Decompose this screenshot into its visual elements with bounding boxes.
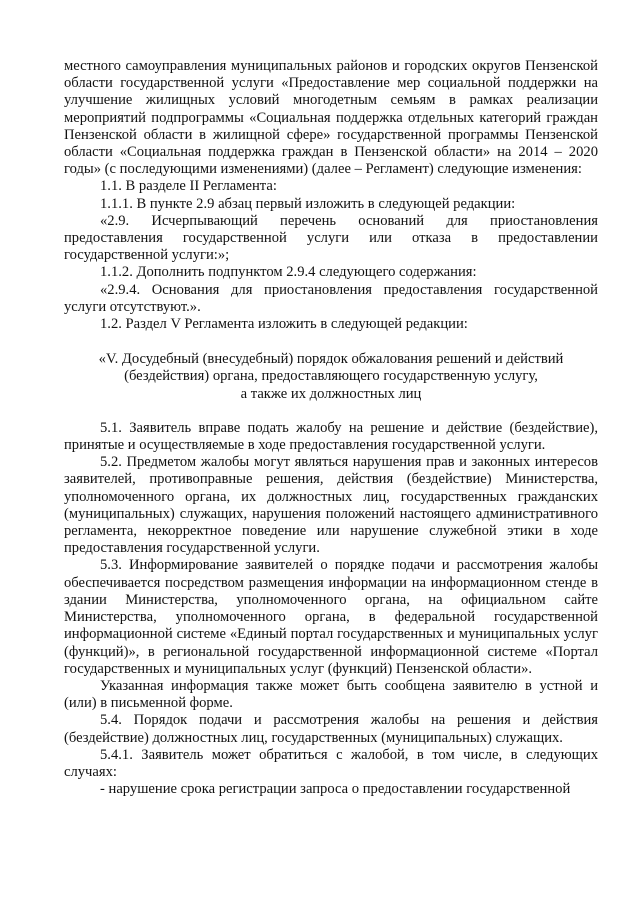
paragraph-5-4: 5.4. Порядок подачи и рассмотрения жалобы на решения и действия (бездействие) должностных лиц, государственных (муниципальных) служащих. <box>64 712 598 746</box>
paragraph-info-note: Указанная информация также может быть сообщена заявителю в устной и (или) в письменной форме. <box>64 677 598 712</box>
section-v-heading-line-2: (бездействия) органа, предоставляющего государственную услугу, <box>124 368 538 385</box>
paragraph-1-1-1: 1.1.1. В пункте 2.9 абзац первый изложить в следующей редакции: <box>100 195 516 212</box>
paragraph-2-9-quote: «2.9. Исчерпывающий перечень оснований для приостановления предоставления государственной услуги или отказа в предоставлении государственной услуги:»; <box>64 212 598 264</box>
section-v-heading-line-1: «V. Досудебный (внесудебный) порядок обжалования решений и действий <box>98 351 564 368</box>
paragraph-intro: местного самоуправления муниципальных районов и городских округов Пензенской области государственной услуги «Предоставление мер социальной поддержки на улучшение жилищных условий многодетным семьям в рамках реализации мероприятий подпрограммы «Социальная поддержка отдельных категорий граждан Пензенской области в жилищной сфере» государственной программы Пензенской области «Социальная поддержка граждан в Пензенской области» на 2014 – 2020 годы» (с последующими изменениями) (далее – Регламент) следующие изменения: <box>64 58 598 178</box>
paragraph-5-2: 5.2. Предметом жалобы могут являться нарушения прав и законных интересов заявителей, противоправные решения, действия (бездействие) Министерства, уполномоченного органа, их должностных лиц, государственных гражданских (муниципальных) служащих, нарушения положений настоящего административного регламента, некорректное поведение или нарушение служебной этики в ходе предоставления государственной услуги. <box>64 454 598 557</box>
paragraph-2-9-4-quote: «2.9.4. Основания для приостановления предоставления государственной услуги отсутствуют.». <box>64 281 598 315</box>
paragraph-1-1: 1.1. В разделе II Регламента: <box>100 178 277 195</box>
paragraph-1-1-2: 1.1.2. Дополнить подпунктом 2.9.4 следующего содержания: <box>100 264 477 281</box>
section-v-heading <box>84 351 578 403</box>
paragraph-5-4-1: 5.4.1. Заявитель может обратиться с жалобой, в том числе, в следующих случаях: <box>64 746 598 780</box>
section-v-heading-line-3: а также их должностных лиц <box>240 385 422 402</box>
paragraph-1-2: 1.2. Раздел V Регламента изложить в следующей редакции: <box>100 316 468 333</box>
paragraph-5-3: 5.3. Информирование заявителей о порядке подачи и рассмотрения жалобы обеспечивается посредством размещения информации на информационном стенде в здании Министерства, уполномоченного органа, на официальном сайте Министерства, уполномоченного органа, в федеральной государственной информационной системе «Единый портал государственных и муниципальных услуг (функций)», в региональной государственной информационной системе «Портал государственных и муниципальных услуг (функций) Пензенской области». <box>64 557 598 677</box>
paragraph-5-1: 5.1. Заявитель вправе подать жалобу на решение и действие (бездействие), принятые и осуществляемые в ходе предоставления государственной услуги. <box>64 419 598 454</box>
list-item-registration-violation: - нарушение срока регистрации запроса о предоставлении государственной <box>100 781 571 798</box>
